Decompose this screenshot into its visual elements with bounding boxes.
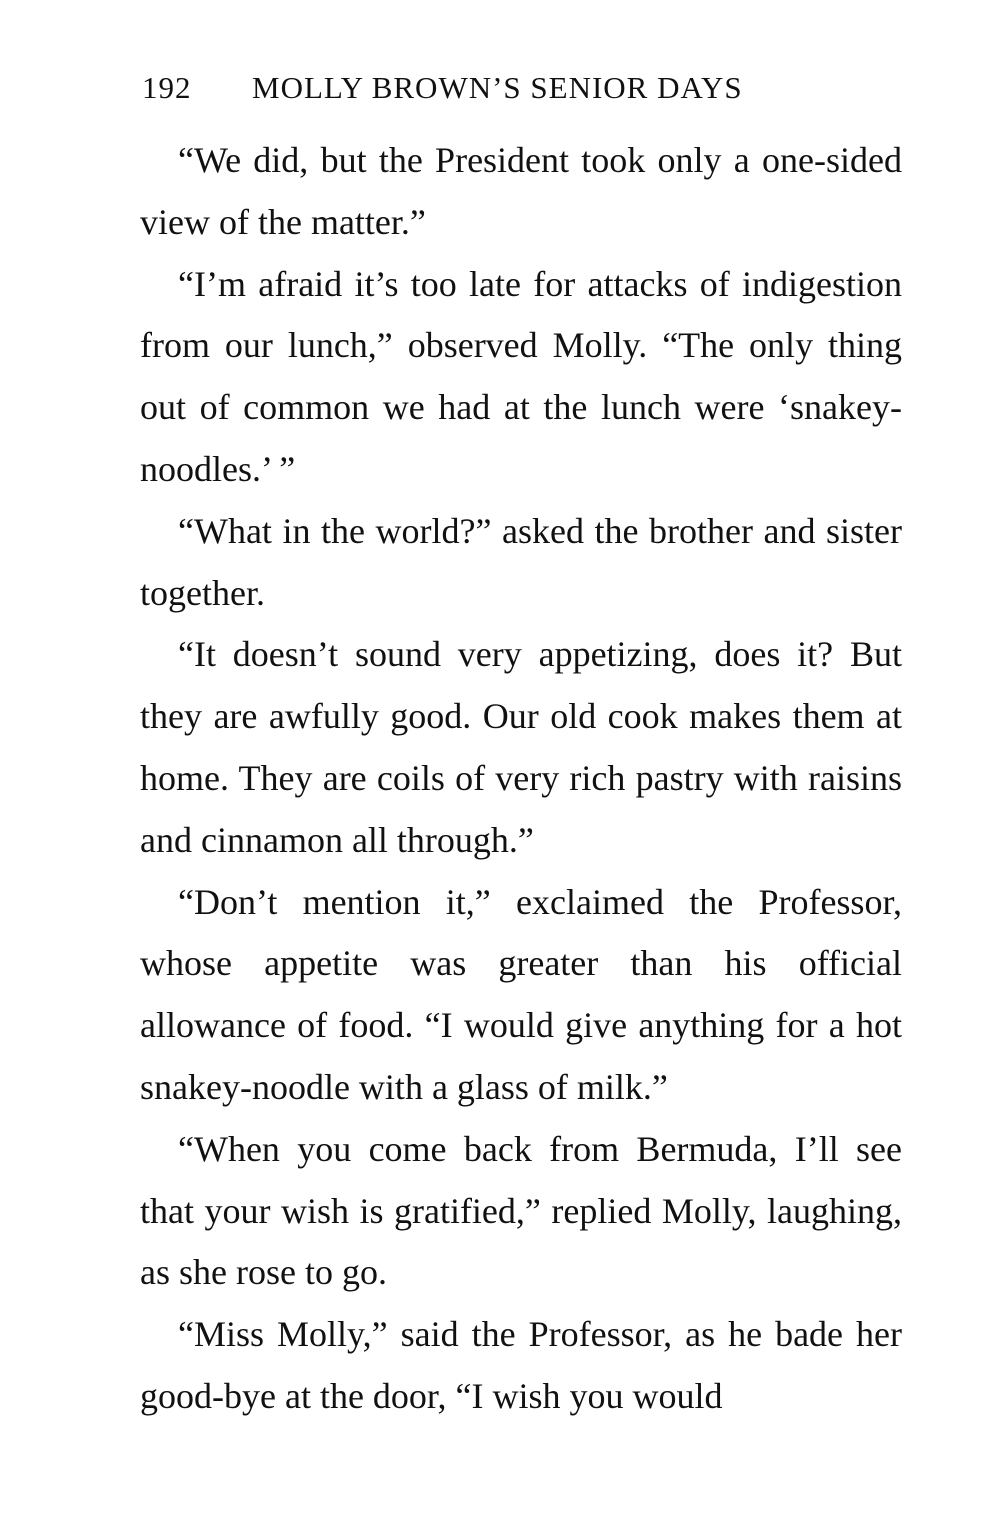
running-title: MOLLY BROWN’S SENIOR DAYS: [252, 70, 743, 105]
paragraph: “I’m afraid it’s too late for attacks of indigestion from our lunch,” observed Molly. “The only thing out of common we had at the lunch were ‘snakey-noodles.’ ”: [140, 263, 902, 489]
running-head: [142, 70, 802, 110]
page-number: 192: [142, 70, 192, 105]
paragraph: “We did, but the President took only a one-sided view of the matter.”: [140, 140, 902, 242]
paragraph: “When you come back from Bermuda, I’ll see that your wish is gratified,” replied Molly, laughing, as she rose to go.: [140, 1128, 902, 1293]
paragraph: “Don’t mention it,” exclaimed the Professor, whose appetite was greater than his official allowance of food. “I would give anything for a hot snakey-noodle with a glass of milk.”: [140, 881, 902, 1107]
paragraph: “Miss Molly,” said the Professor, as he bade her good-bye at the door, “I wish you would: [140, 1314, 902, 1416]
paragraph: “What in the world?” asked the brother and sister together.: [140, 510, 902, 613]
body-text: [140, 130, 902, 1428]
paragraph: “It doesn’t sound very appetizing, does it? But they are awfully good. Our old cook makes them at home. They are coils of very rich pastry with raisins and cinnamon all through.”: [140, 634, 902, 860]
